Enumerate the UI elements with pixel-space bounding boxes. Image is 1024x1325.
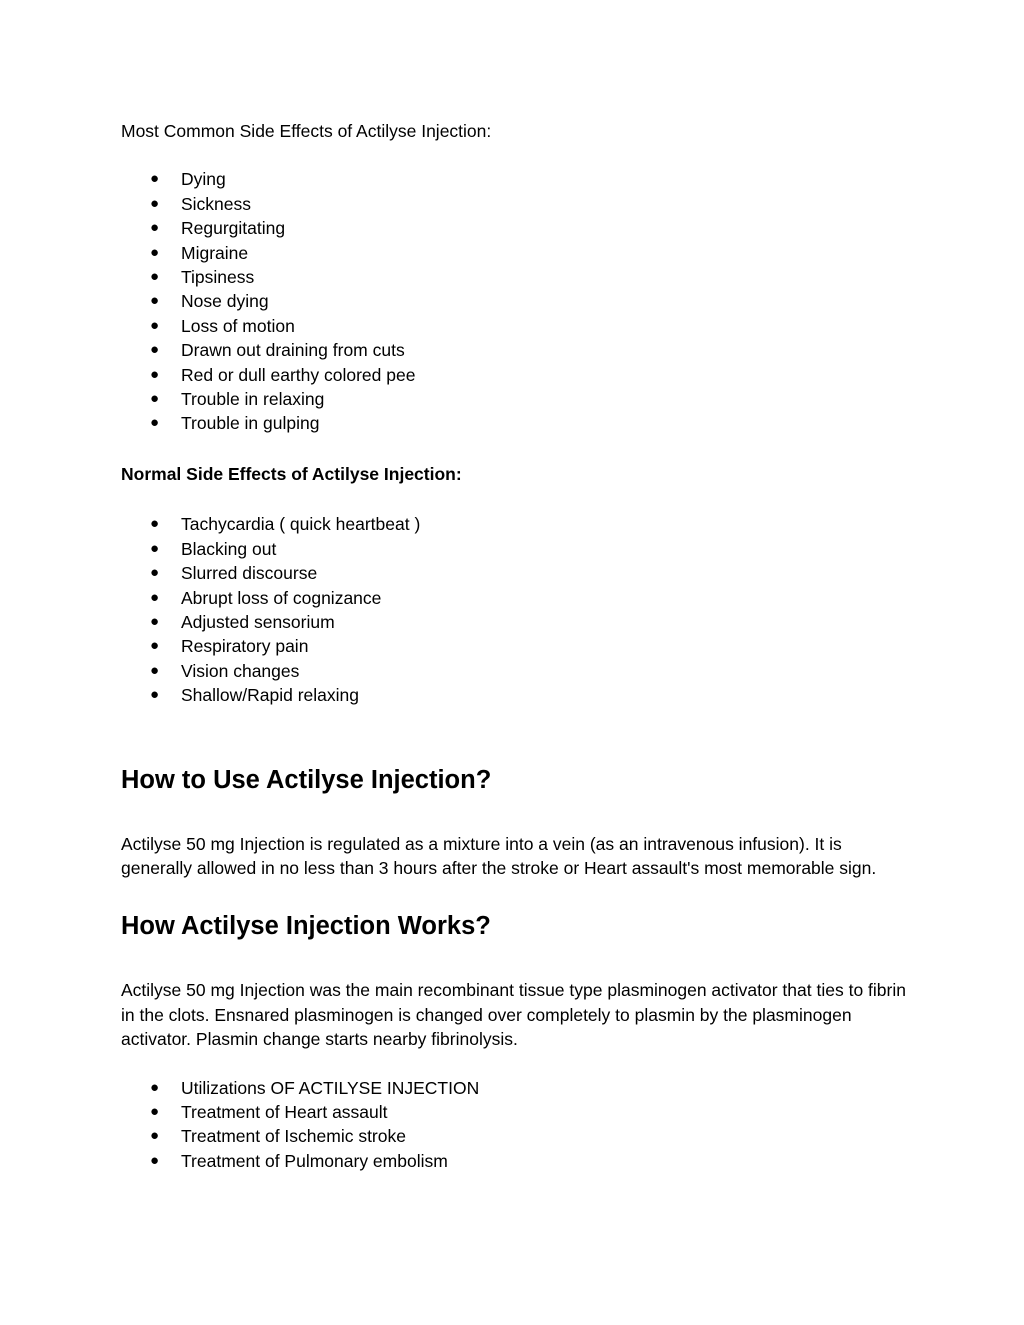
list-item: ● Shallow/Rapid relaxing [121, 683, 911, 707]
list-item: ● Nose dying [121, 289, 911, 313]
bullet-icon: ● [150, 170, 160, 188]
list-item: ● Red or dull earthy colored pee [121, 363, 911, 387]
list-item: ● Drawn out draining from cuts [121, 338, 911, 362]
list-item: ● Abrupt loss of cognizance [121, 586, 911, 610]
bullet-icon: ● [150, 1078, 160, 1096]
list-item: ● Loss of motion [121, 314, 911, 338]
list-item: ● Adjusted sensorium [121, 610, 911, 634]
list-item: ● Treatment of Heart assault [121, 1100, 911, 1124]
normal-side-effects-list [121, 512, 911, 707]
how-to-use-body: Actilyse 50 mg Injection is regulated as a mixture into a vein (as an intravenous infusion). It is generally allowed in no less than 3 hours after the stroke or Heart assault's most memorable sign. [121, 833, 877, 878]
bullet-icon: ● [150, 515, 160, 533]
bullet-icon: ● [150, 414, 160, 432]
bullet-icon: ● [150, 588, 160, 606]
list-item: ● Respiratory pain [121, 634, 911, 658]
list-item: ● Migraine [121, 241, 911, 265]
bullet-icon: ● [150, 243, 160, 261]
how-it-works-body: Actilyse 50 mg Injection was the main recombinant tissue type plasminogen activator that ties to fibrin in the clots. Ensnared plasminogen is changed over completely to plasmin by the plasminogen activator. Plasmin change starts nearby fibrinolysis. [121, 980, 906, 1050]
bullet-icon: ● [150, 365, 160, 383]
list-item: ● Regurgitating [121, 216, 911, 240]
uses-list [121, 1076, 911, 1174]
bullet-icon: ● [150, 292, 160, 310]
bullet-icon: ● [150, 1151, 160, 1169]
list-item: ● Tipsiness [121, 265, 911, 289]
list-item: ● Blacking out [121, 537, 911, 561]
list-item: ● Vision changes [121, 659, 911, 683]
how-it-works-heading: How Actilyse Injection Works? [121, 912, 491, 941]
how-to-use-heading: How to Use Actilyse Injection? [121, 765, 492, 794]
document-page [121, 119, 911, 1173]
bullet-icon: ● [150, 316, 160, 334]
bullet-icon: ● [150, 1127, 160, 1145]
bullet-icon: ● [150, 564, 160, 582]
list-item: ● Tachycardia ( quick heartbeat ) [121, 512, 911, 536]
side-effects-intro: Most Common Side Effects of Actilyse Injection: [121, 121, 492, 141]
common-side-effects-list [121, 167, 911, 435]
list-item: ● Slurred discourse [121, 561, 911, 585]
bullet-icon: ● [150, 612, 160, 630]
bullet-icon: ● [150, 686, 160, 704]
list-item: ● Utilizations OF ACTILYSE INJECTION [121, 1076, 911, 1100]
bullet-icon: ● [150, 539, 160, 557]
list-item: ● Treatment of Pulmonary embolism [121, 1149, 911, 1173]
bullet-icon: ● [150, 637, 160, 655]
bullet-icon: ● [150, 661, 160, 679]
bullet-icon: ● [150, 390, 160, 408]
bullet-icon: ● [150, 268, 160, 286]
list-item: ● Trouble in relaxing [121, 387, 911, 411]
bullet-icon: ● [150, 194, 160, 212]
bullet-icon: ● [150, 341, 160, 359]
list-item: ● Sickness [121, 192, 911, 216]
list-item: ● Trouble in gulping [121, 411, 911, 435]
normal-side-effects-heading: Normal Side Effects of Actilyse Injection: [121, 463, 462, 484]
bullet-icon: ● [150, 219, 160, 237]
list-item: ● Dying [121, 167, 911, 191]
bullet-icon: ● [150, 1102, 160, 1120]
list-item: ● Treatment of Ischemic stroke [121, 1124, 911, 1148]
